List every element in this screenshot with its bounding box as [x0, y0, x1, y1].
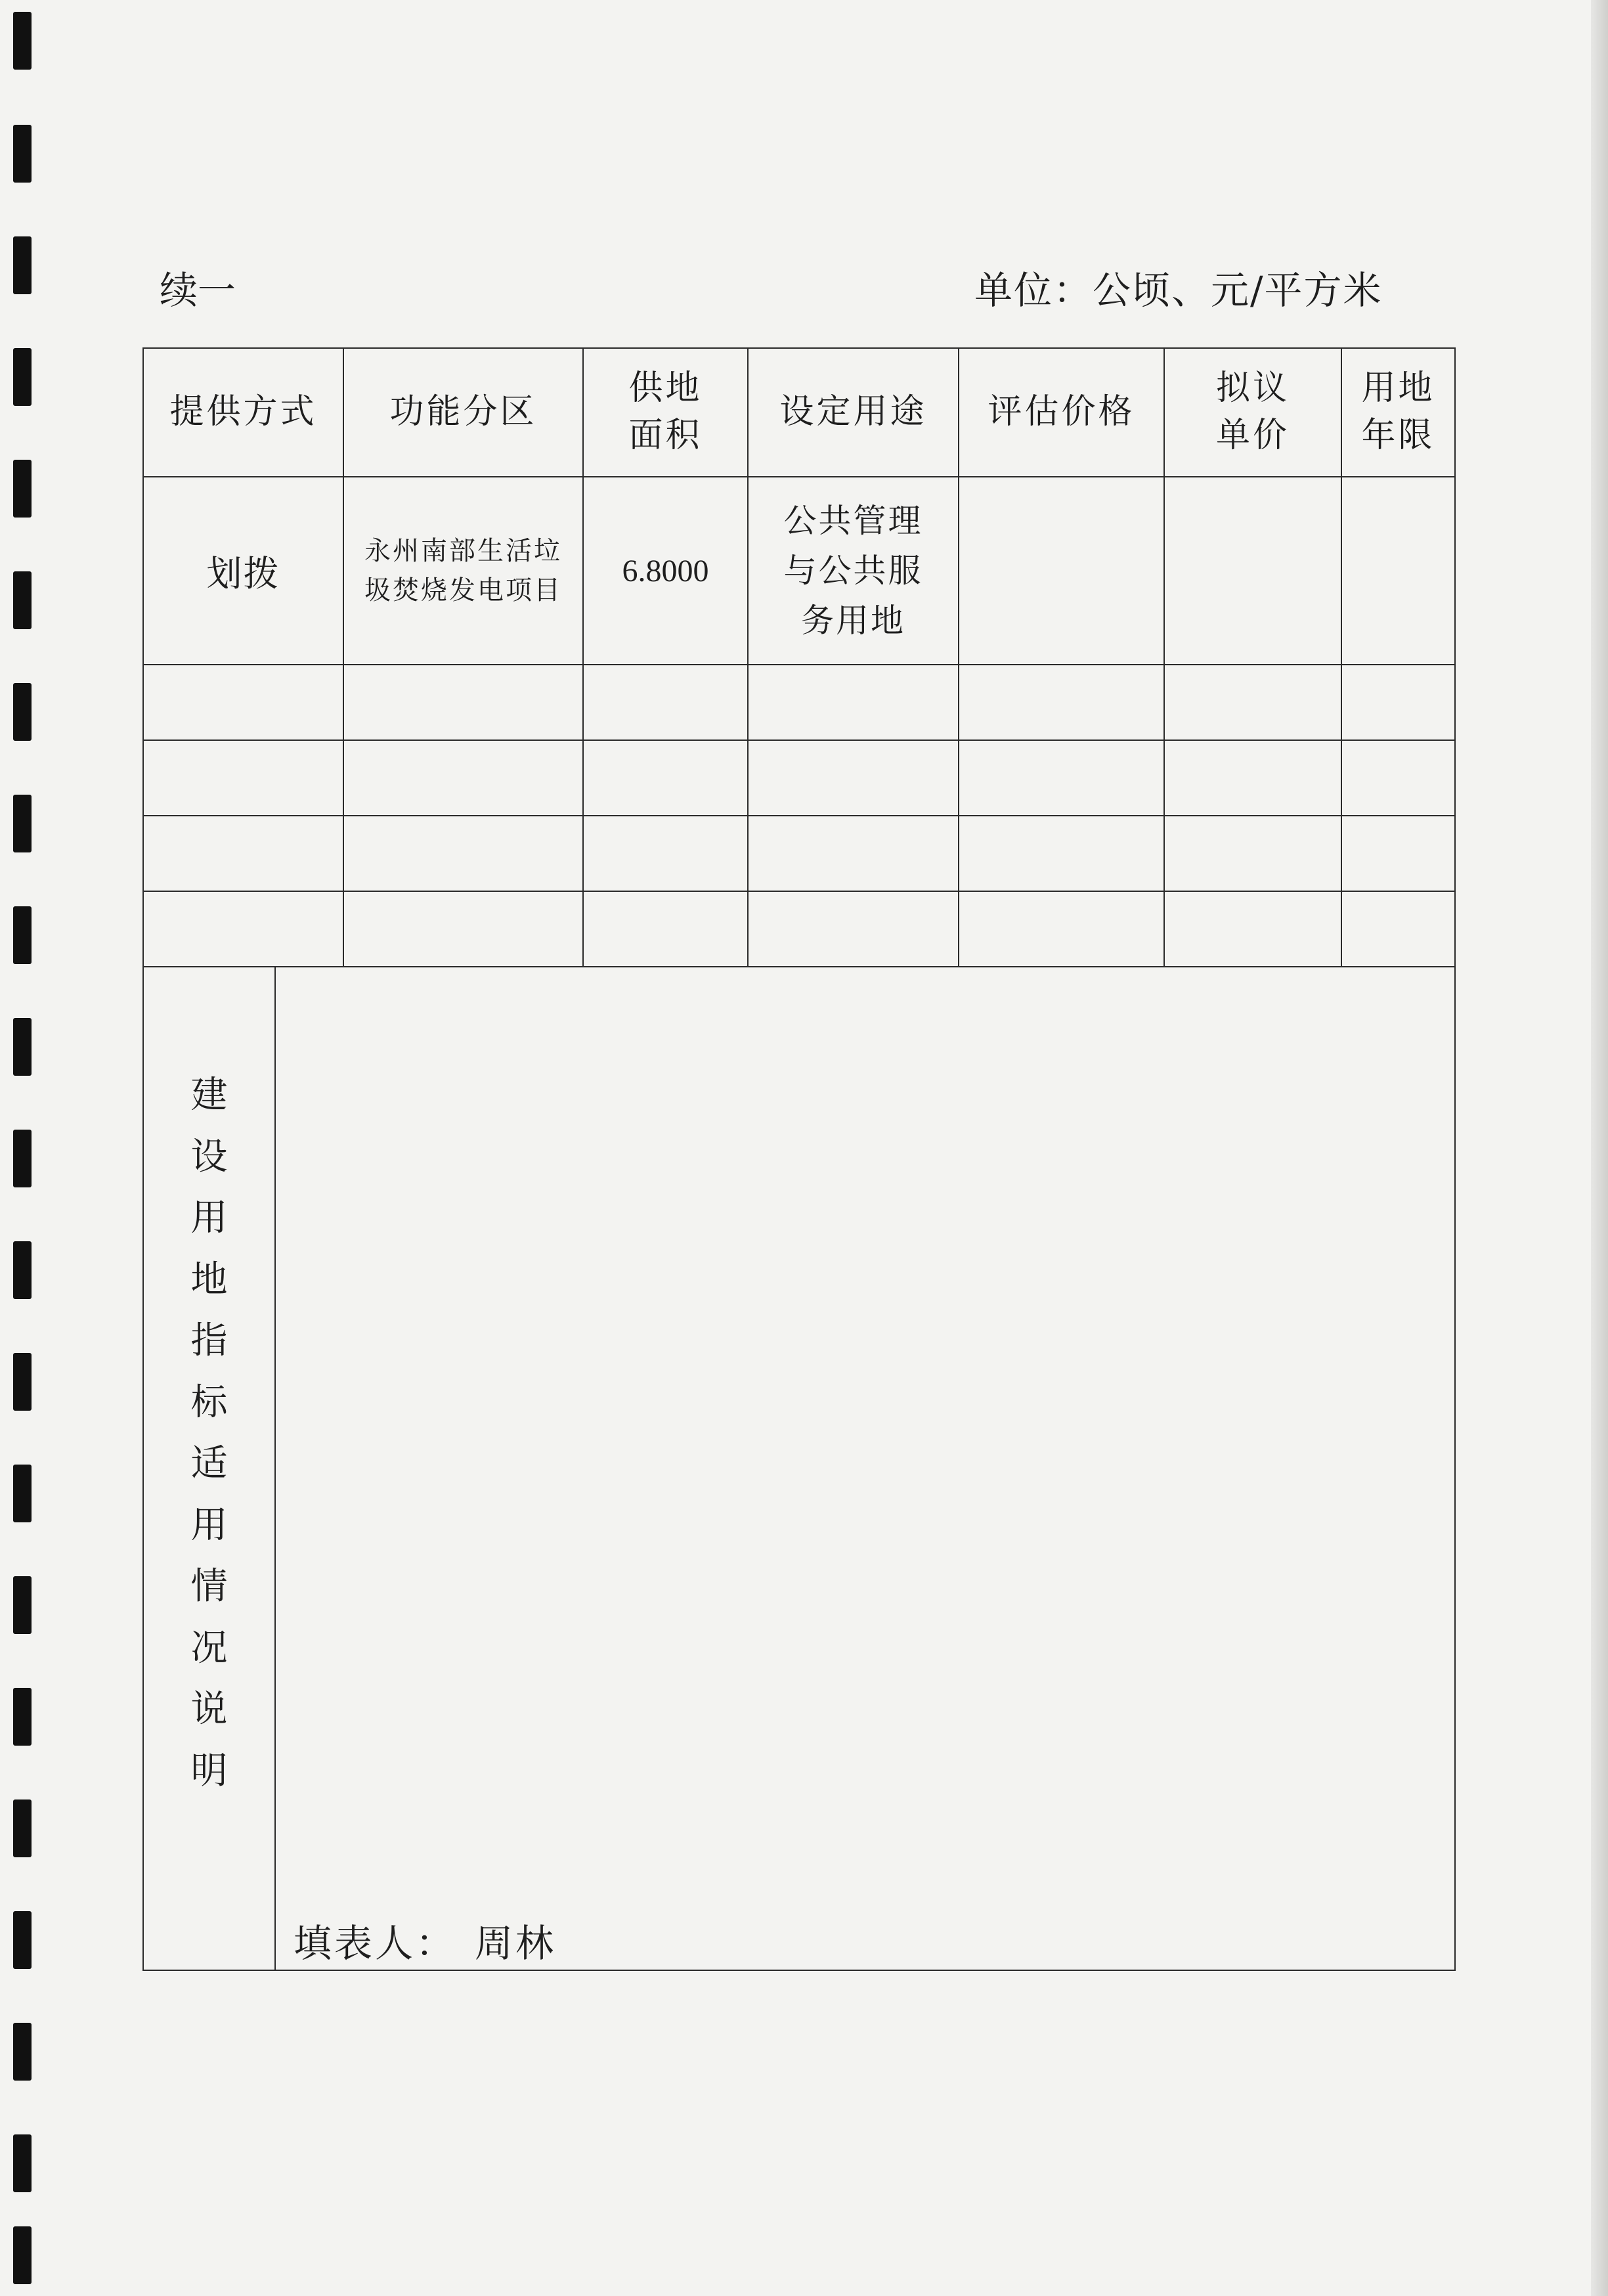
binding-hole	[13, 571, 32, 629]
binding-hole	[13, 236, 32, 294]
empty-cell	[1341, 816, 1455, 891]
cell-unit-price	[1164, 477, 1341, 665]
empty-cell	[143, 740, 343, 816]
page-edge	[1591, 0, 1608, 2296]
binding-hole	[13, 1576, 32, 1634]
filler-label: 填表人：	[293, 1921, 457, 1966]
header-use: 设定用途	[748, 348, 959, 477]
empty-cell	[583, 816, 748, 891]
binding-hole	[13, 2134, 32, 2192]
header-price: 评估价格	[959, 348, 1164, 477]
cell-method: 划拨	[143, 477, 343, 665]
empty-cell	[1164, 891, 1341, 967]
empty-cell	[143, 816, 343, 891]
binding-hole	[13, 2023, 32, 2081]
empty-cell	[583, 891, 748, 967]
notes-table	[142, 966, 1456, 1971]
empty-cell	[343, 740, 583, 816]
binding-hole	[13, 1353, 32, 1411]
empty-cell	[1341, 665, 1455, 740]
table-header-row	[143, 348, 1455, 477]
notes-content	[275, 967, 1455, 1970]
table-row	[143, 477, 1455, 665]
empty-cell	[748, 816, 959, 891]
empty-cell	[143, 891, 343, 967]
empty-cell	[583, 740, 748, 816]
header-method: 提供方式	[143, 348, 343, 477]
empty-cell	[343, 891, 583, 967]
binding-holes	[13, 0, 33, 2296]
notes-label: 建 设 用 地 指 标 适 用 情 况 说 明	[143, 967, 275, 1970]
cell-zone: 永州南部生活垃 圾焚烧发电项目	[343, 477, 583, 665]
land-supply-table	[142, 347, 1456, 967]
header-area: 供地 面积	[583, 348, 748, 477]
cell-area: 6.8000	[583, 477, 748, 665]
binding-hole	[13, 1241, 32, 1299]
binding-hole	[13, 795, 32, 852]
empty-cell	[1341, 891, 1455, 967]
empty-cell	[343, 665, 583, 740]
table-row-empty	[143, 816, 1455, 891]
binding-hole	[13, 1018, 32, 1076]
cell-use: 公共管理 与公共服 务用地	[748, 477, 959, 665]
binding-hole	[13, 12, 32, 70]
cell-price	[959, 477, 1164, 665]
table-row-empty	[143, 891, 1455, 967]
form-filler	[293, 1912, 556, 1968]
table-row-empty	[143, 740, 1455, 816]
empty-cell	[1341, 740, 1455, 816]
empty-cell	[748, 665, 959, 740]
continuation-label: 续一	[160, 268, 236, 313]
empty-cell	[748, 740, 959, 816]
empty-cell	[959, 665, 1164, 740]
empty-cell	[959, 816, 1164, 891]
header-unit-price: 拟议 单价	[1164, 348, 1341, 477]
binding-hole	[13, 1911, 32, 1969]
binding-hole	[13, 906, 32, 964]
binding-hole	[13, 125, 32, 183]
binding-hole	[13, 683, 32, 741]
empty-cell	[583, 665, 748, 740]
empty-cell	[959, 740, 1164, 816]
binding-hole	[13, 348, 32, 406]
binding-hole	[13, 460, 32, 518]
cell-term	[1341, 477, 1455, 665]
binding-hole	[13, 2226, 32, 2284]
table-row-empty	[143, 665, 1455, 740]
empty-cell	[1164, 816, 1341, 891]
empty-cell	[343, 816, 583, 891]
unit-label: 单位：公顷、元/平方米	[974, 268, 1383, 313]
binding-hole	[13, 1688, 32, 1746]
filler-name: 周林	[475, 1921, 557, 1966]
empty-cell	[1164, 740, 1341, 816]
empty-cell	[959, 891, 1164, 967]
empty-cell	[1164, 665, 1341, 740]
header-term: 用地 年限	[1341, 348, 1455, 477]
header-zone: 功能分区	[343, 348, 583, 477]
binding-hole	[13, 1465, 32, 1522]
empty-cell	[143, 665, 343, 740]
empty-cell	[748, 891, 959, 967]
binding-hole	[13, 1799, 32, 1857]
binding-hole	[13, 1130, 32, 1187]
